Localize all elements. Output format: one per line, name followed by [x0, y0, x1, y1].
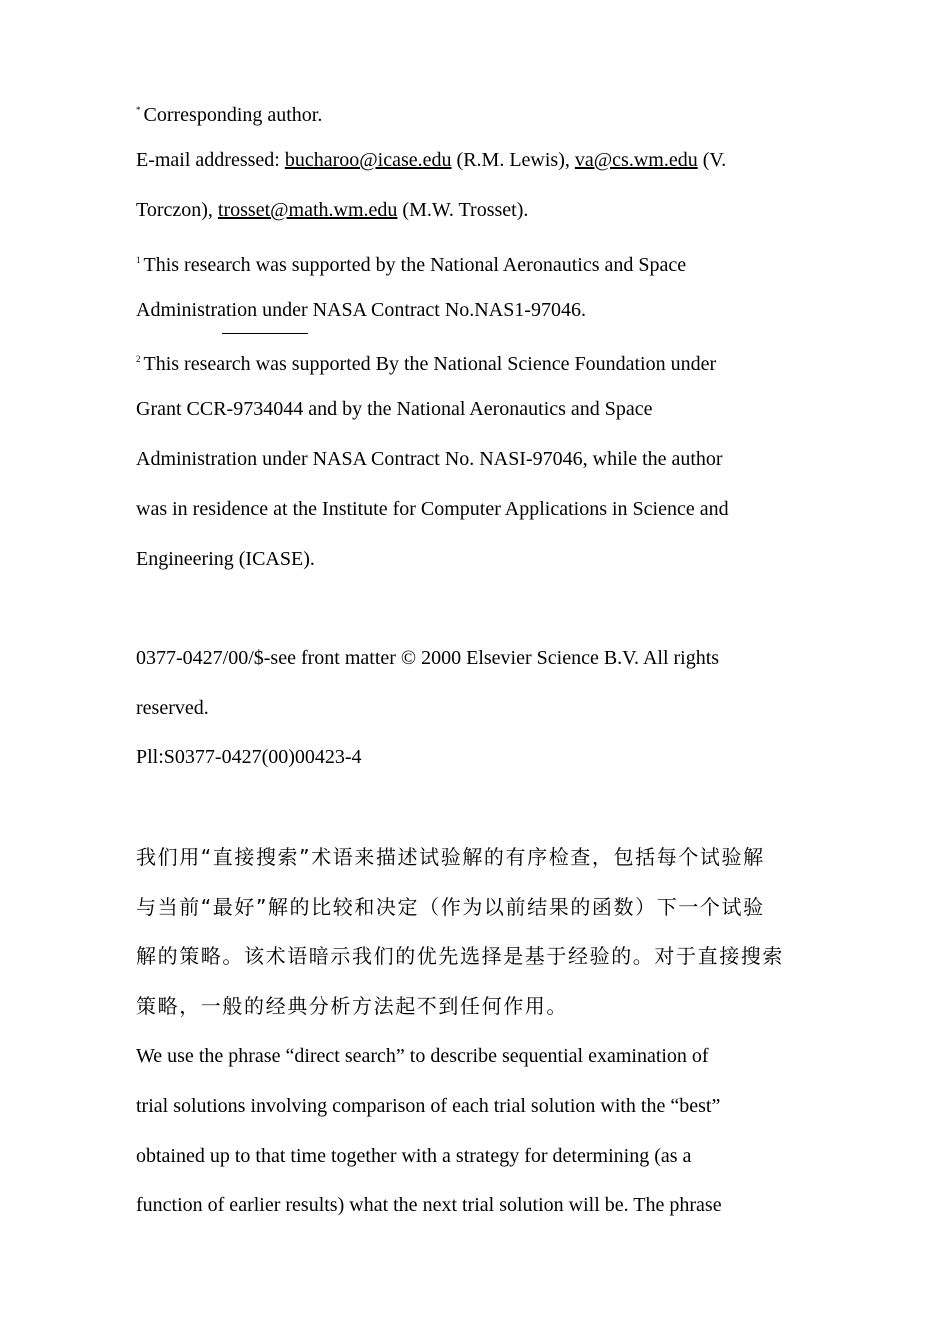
chinese-paragraph-line-1: 我们用“直接搜索”术语来描述试验解的有序检查，包括每个试验解 — [136, 845, 765, 869]
email-link-trosset[interactable]: trosset@math.wm.edu — [217, 199, 398, 221]
footnote-1-line-1 — [136, 248, 686, 277]
copyright-line-2: reserved. — [136, 697, 209, 719]
pii-identifier: Pll:S0377-0427(00)00423-4 — [136, 746, 362, 768]
email-link-lewis[interactable]: bucharoo@icase.edu — [284, 149, 452, 171]
email-owner-torczon-a: (V. — [702, 149, 727, 171]
footnote-1-line-2: Administration under NASA Contract No.NAS1-97046. — [136, 299, 586, 321]
english-paragraph-line-2: trial solutions involving comparison of each trial solution with the “best” — [136, 1095, 721, 1117]
email-owner-trosset: (M.W. Trosset). — [402, 199, 529, 221]
email-owner-torczon-b: Torczon), — [136, 199, 213, 221]
footnote-divider — [222, 333, 308, 334]
chinese-paragraph-line-3: 解的策略。该术语暗示我们的优先选择是基于经验的。对于直接搜索 — [136, 944, 784, 968]
email-label: E-mail addressed: — [136, 149, 280, 171]
footnote-2-line-1 — [136, 347, 716, 376]
email-line-1 — [136, 148, 726, 172]
footnote-2-line-5: Engineering (ICASE). — [136, 548, 315, 570]
footnote-1-mark: 1 — [136, 255, 141, 265]
english-paragraph-line-3: obtained up to that time together with a strategy for determining (as a — [136, 1145, 692, 1167]
footnote-2-line-3: Administration under NASA Contract No. NASI-97046, while the author — [136, 448, 723, 470]
footnote-1-text-1: This research was supported by the National Aeronautics and Space — [143, 254, 687, 276]
corresponding-text: Corresponding author. — [143, 104, 323, 126]
chinese-paragraph-line-2: 与当前“最好”解的比较和决定（作为以前结果的函数）下一个试验 — [136, 895, 765, 919]
footnote-2-mark: 2 — [136, 354, 141, 364]
english-paragraph-line-4: function of earlier results) what the next trial solution will be. The phrase — [136, 1194, 722, 1216]
corresponding-author-note — [136, 98, 322, 127]
footnote-2-line-2: Grant CCR-9734044 and by the National Aeronautics and Space — [136, 398, 653, 420]
footnote-2-text-1: This research was supported By the National Science Foundation under — [143, 353, 717, 375]
footnote-mark: * — [136, 105, 141, 115]
copyright-line-1: 0377-0427/00/$-see front matter © 2000 Elsevier Science B.V. All rights — [136, 647, 720, 669]
chinese-paragraph-line-4: 策略，一般的经典分析方法起不到任何作用。 — [136, 994, 568, 1018]
english-paragraph-line-1: We use the phrase “direct search” to describe sequential examination of — [136, 1045, 709, 1067]
footnote-2-line-4: was in residence at the Institute for Computer Applications in Science and — [136, 498, 729, 520]
email-link-torczon[interactable]: va@cs.wm.edu — [574, 149, 698, 171]
email-line-2 — [136, 198, 528, 222]
email-owner-lewis: (R.M. Lewis), — [456, 149, 570, 171]
